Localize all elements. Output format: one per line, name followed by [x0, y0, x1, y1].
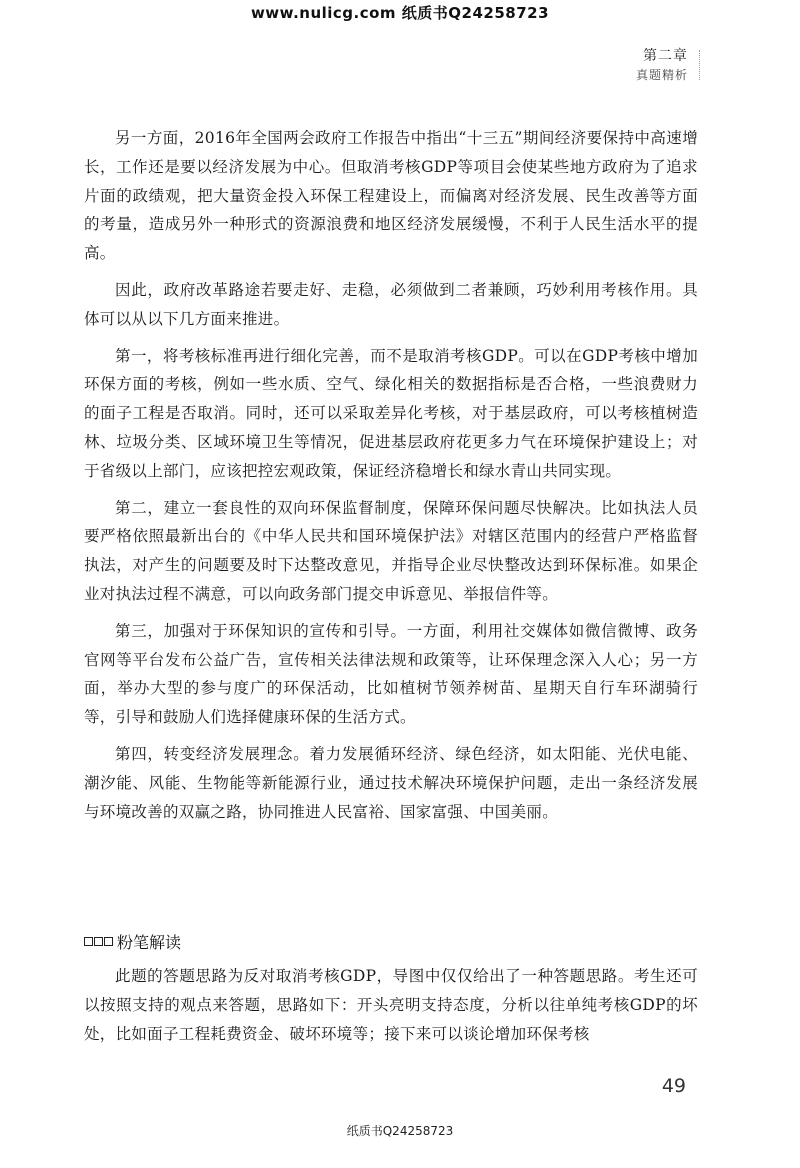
chapter-subtitle: 真题精析 [635, 68, 688, 82]
chapter-title: 第二章 [643, 48, 688, 64]
analysis-heading [84, 930, 181, 953]
page-number: 49 [661, 1075, 686, 1097]
paragraph: 第三，加强对于环保知识的宣传和引导。一方面，利用社交媒体如微信微博、政务官网等平台发布公益广告，宣传相关法律法规和政策等，让环保理念深入人心；另一方面，举办大型的参与度广的环保活动，比如植树节领养树苗、星期天自行车环湖骑行等，引导和鼓励人们选择健康环保的生活方式。 [84, 621, 698, 727]
paragraph: 第一，将考核标准再进行细化完善，而不是取消考核GDP。可以在GDP考核中增加环保方面的考核，例如一些水质、空气、绿化相关的数据指标是否合格，一些浪费财力的面子工程是否取消。同时，还可以采取差异化考核，对于基层政府，可以考核植树造林、垃圾分类、区域环境卫生等情况，促进基层政府花更多力气在环境保护建设上；对于省级以上部门，应该把控宏观政策，保证经济稳增长和绿水青山共同实现。 [84, 346, 698, 480]
analysis-heading-label: 粉笔解读 [117, 933, 182, 952]
top-watermark: www.nulicg.com 纸质书Q24258723 [250, 4, 550, 22]
paragraph: 另一方面，2016年全国两会政府工作报告中指出“十三五”期间经济要保持中高速增长，工作还是要以经济发展为中心。但取消考核GDP等项目会使某些地方政府为了追求片面的政绩观，把大量资金投入环保工程建设上，而偏离对经济发展、民生改善等方面的考量，造成另外一种形式的资源浪费和地区经济发展缓慢，不利于人民生活水平的提高。 [84, 129, 698, 263]
analysis-body [84, 962, 698, 1049]
chalk-icon [84, 937, 113, 946]
bottom-watermark: 纸质书Q24258723 [346, 1124, 454, 1138]
chapter-header [636, 46, 688, 84]
main-body-text [84, 124, 698, 834]
paragraph: 因此，政府改革路途若要走好、走稳，必须做到二者兼顾，巧妙利用考核作用。具体可以从以下几方面来推进。 [84, 280, 698, 328]
analysis-paragraph: 此题的答题思路为反对取消考核GDP，导图中仅仅给出了一种答题思路。考生还可以按照支持的观点来答题，思路如下：开头亮明支持态度，分析以往单纯考核GDP的坏处，比如面子工程耗费资金、破坏环境等；接下来可以谈论增加环保考核 [84, 967, 698, 1043]
paragraph: 第四，转变经济发展理念。着力发展循环经济、绿色经济，如太阳能、光伏电能、潮汐能、风能、生物能等新能源行业，通过技术解决环境保护问题，走出一条经济发展与环境改善的双赢之路，协同推进人民富裕、国家富强、中国美丽。 [84, 744, 698, 821]
page-edge-mark [699, 50, 702, 80]
paragraph: 第二，建立一套良性的双向环保监督制度，保障环保问题尽快解决。比如执法人员要严格依照最新出台的《中华人民共和国环境保护法》对辖区范围内的经营户严格监督执法，对产生的问题要及时下达整改意见，并指导企业尽快整改达到环保标准。如果企业对执法过程不满意，可以向政务部门提交申诉意见、举报信件等。 [84, 498, 698, 603]
